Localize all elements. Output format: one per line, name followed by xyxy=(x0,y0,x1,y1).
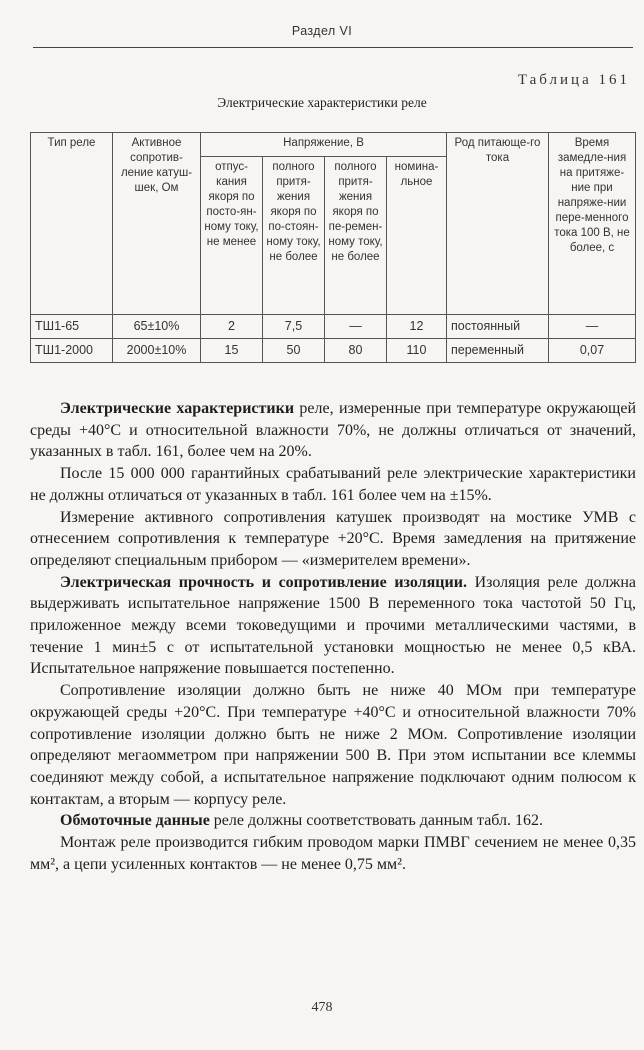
paragraph xyxy=(30,680,636,810)
cell-delay: 0,07 xyxy=(549,339,636,363)
table-row xyxy=(31,339,636,363)
cell-nominal: 110 xyxy=(387,339,447,363)
col-header-resistance: Активное сопротив-ление катуш-шек, Ом xyxy=(113,133,201,315)
cell-resistance: 2000±10% xyxy=(113,339,201,363)
paragraph-text: реле, измеренные при температуре окружающей среды +40°С и относительной влажности 70%, не должны отличаться от значений, указанных в табл. 161, более чем на 20%. xyxy=(30,400,636,461)
cell-current-type: постоянный xyxy=(447,315,549,339)
col-header-nominal: номина-льное xyxy=(387,157,447,315)
cell-delay: — xyxy=(549,315,636,339)
paragraph-lead: Электрическая прочность и сопротивление изоляции. xyxy=(60,573,467,591)
cell-nominal: 12 xyxy=(387,315,447,339)
cell-current-type: переменный xyxy=(447,339,549,363)
col-header-type: Тип реле xyxy=(31,133,113,315)
paragraph-text: Сопротивление изоляции должно быть не ниже 40 МОм при температуре окружающей среды +20°С. При температуре +40°С и относительной влажности 70% сопротивление изоляции должно быть не ниже 2 МОм. Сопротивление изоляции определяют мегаомметром при напряжении 500 В. При этом испытании все клеммы соединяют между собой, а испытательное напряжение подключают одним полюсом к контактам, а вторым — корпусу реле. xyxy=(30,682,636,808)
paragraph xyxy=(30,832,636,875)
relay-characteristics-table xyxy=(30,132,636,363)
header-rule xyxy=(33,47,633,48)
cell-full-pull-ac: 80 xyxy=(325,339,387,363)
cell-type: ТШ1-2000 xyxy=(31,339,113,363)
paragraph-text: реле должны соответствовать данным табл. 162. xyxy=(209,812,544,830)
paragraph xyxy=(30,398,636,463)
paragraph-text: Изоляция реле должна выдерживать испытательное напряжение 1500 В переменного тока частотой 50 Гц, приложенное между всеми токоведущими и прочими металлическими частями, в течение 1 мин±5 с от испытательной установки мощностью не менее 0,5 кВА. Испытательное напряжение повышается постепенно. xyxy=(30,573,636,678)
paragraph xyxy=(30,572,636,681)
paragraph-text: Монтаж реле производится гибким проводом марки ПМВГ сечением не менее 0,35 мм², а цепи усиленных контактов — не менее 0,75 мм². xyxy=(30,834,636,873)
table-title: Электрические характеристики реле xyxy=(217,95,427,110)
paragraph-text: После 15 000 000 гарантийных срабатываний реле электрические характеристики не должны отличаться от указанных в табл. 161 более чем на ±15%. xyxy=(30,465,636,504)
paragraph-lead: Обмоточные данные xyxy=(60,812,210,830)
cell-resistance: 65±10% xyxy=(113,315,201,339)
paragraph xyxy=(30,463,636,506)
cell-type: ТШ1-65 xyxy=(31,315,113,339)
col-header-release: отпус-кания якоря по посто-ян-ному току, не менее xyxy=(201,157,263,315)
paragraph xyxy=(30,810,636,832)
col-header-delay: Время замедле-ния на притяже-ние при напряже-нии пере-менного тока 100 В, не более, с xyxy=(549,133,636,315)
running-header: Раздел VI xyxy=(291,24,353,38)
cell-release: 15 xyxy=(201,339,263,363)
cell-full-pull-ac: — xyxy=(325,315,387,339)
col-header-full-pull-dc: полного притя-жения якоря по по-стоян-ному току, не более xyxy=(263,157,325,315)
paragraph-text: Измерение активного сопротивления катушек производят на мостике УМВ с отнесением сопротивления к температуре +20°С. Время замедления на притяжение определяют специальным прибором — «измерителем времени». xyxy=(30,508,636,569)
paragraph xyxy=(30,507,636,572)
body-text xyxy=(30,398,636,875)
table-number-label: Таблица 161 xyxy=(517,72,630,88)
cell-full-pull-dc: 7,5 xyxy=(263,315,325,339)
paragraph-lead: Электрические характеристики xyxy=(60,400,295,417)
table-row xyxy=(31,315,636,339)
col-header-voltage: Напряжение, В xyxy=(201,133,447,157)
page-number: 478 xyxy=(311,1000,333,1015)
cell-full-pull-dc: 50 xyxy=(263,339,325,363)
col-header-full-pull-ac: полного притя-жения якоря по пе-ремен-ному току, не более xyxy=(325,157,387,315)
col-header-current-type: Род питающе-го тока xyxy=(447,133,549,315)
cell-release: 2 xyxy=(201,315,263,339)
